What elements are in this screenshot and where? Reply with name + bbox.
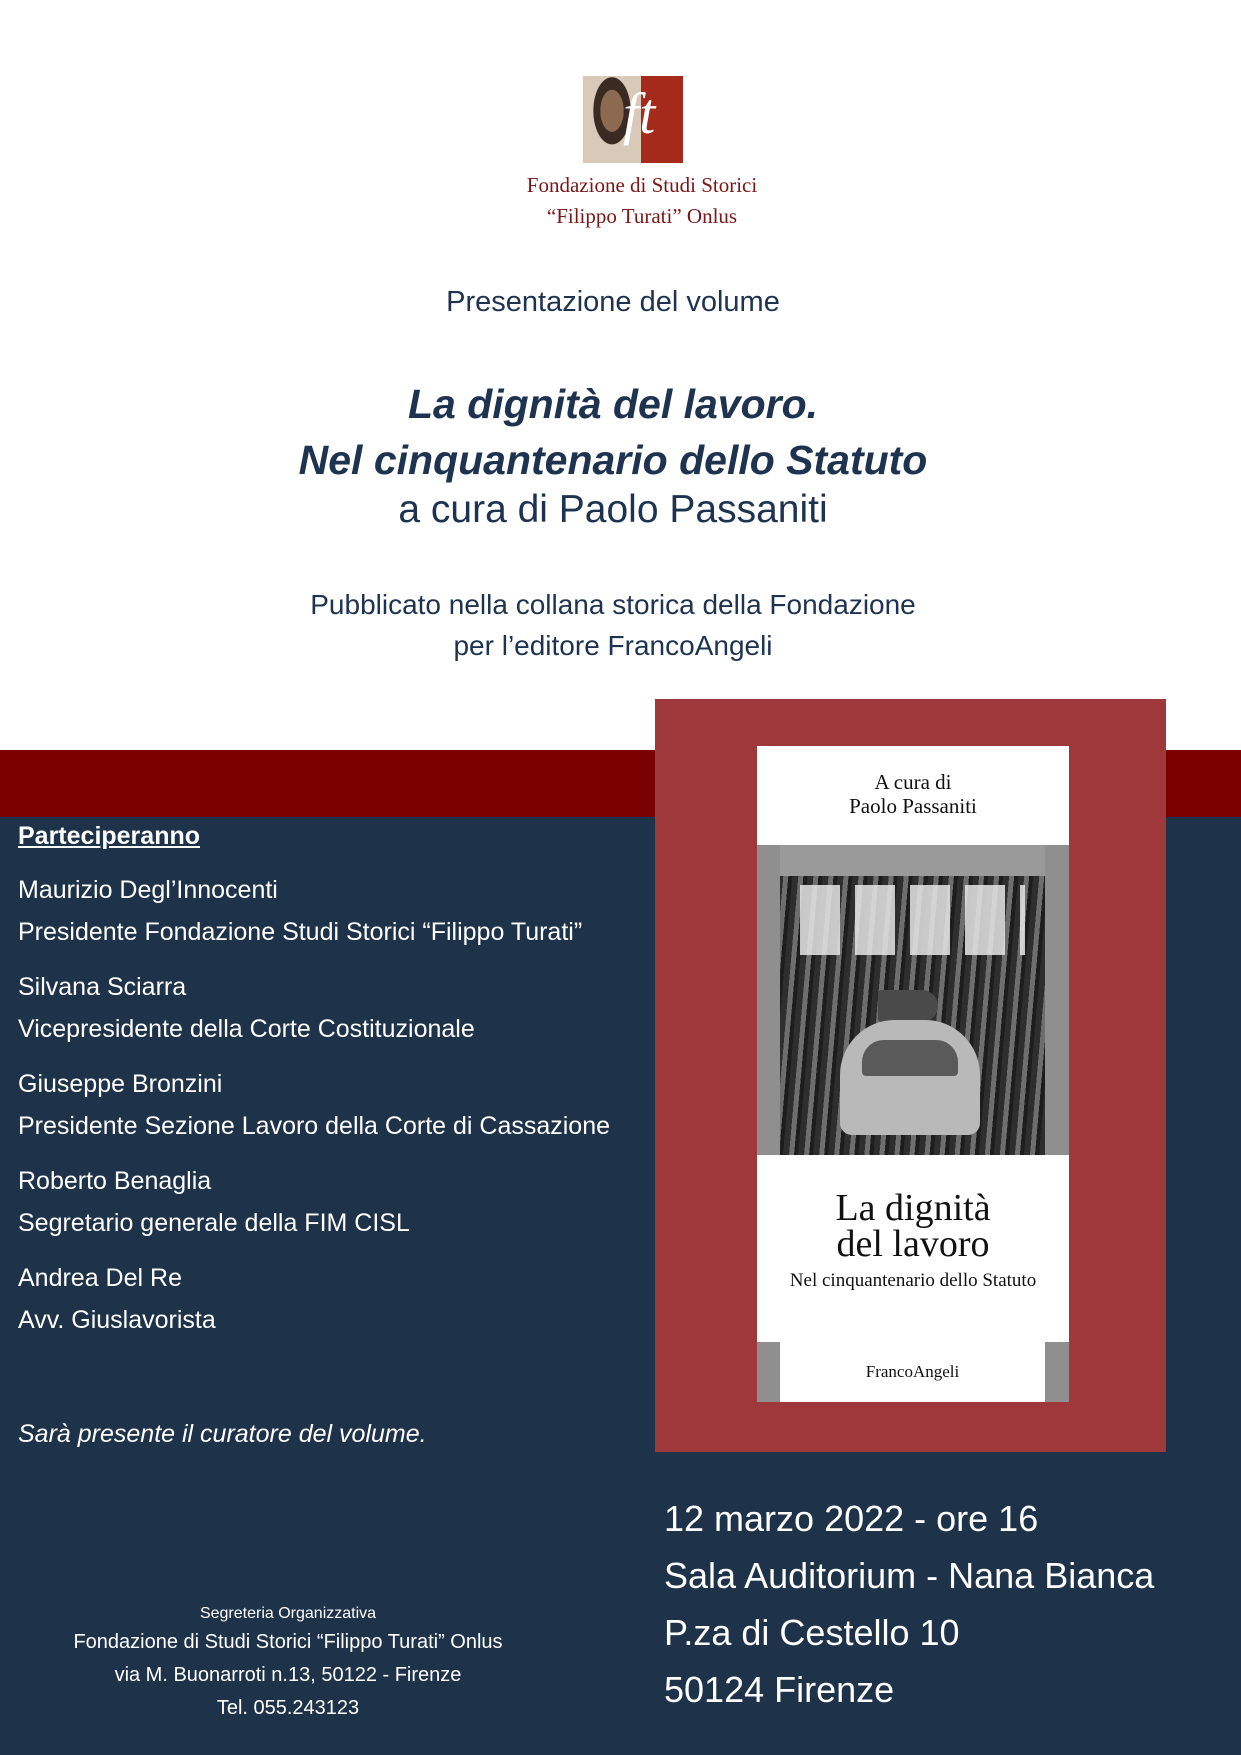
participant bbox=[18, 1063, 658, 1147]
secretariat-label: Segreteria Organizzativa bbox=[199, 1605, 377, 1622]
intro-text: Presentazione del volume bbox=[446, 286, 780, 318]
secretariat-info bbox=[38, 1602, 538, 1725]
participants-section bbox=[18, 822, 658, 1354]
book-title-line2: Nel cinquantenario dello Statuto bbox=[298, 437, 928, 483]
cover-publisher-strip bbox=[757, 1342, 1069, 1402]
protest-signs bbox=[800, 885, 1025, 955]
secretariat-org: Fondazione di Studi Storici “Filippo Turati” Onlus bbox=[73, 1631, 503, 1653]
megaphone bbox=[878, 990, 938, 1022]
cover-authors bbox=[757, 770, 1069, 818]
event-city: 50124 Firenze bbox=[664, 1669, 895, 1710]
participant bbox=[18, 1257, 658, 1341]
participant-role: Segretario generale della FIM CISL bbox=[18, 1209, 410, 1237]
participant-name: Silvana Sciarra bbox=[18, 973, 187, 1001]
participant-role: Avv. Giuslavorista bbox=[18, 1306, 216, 1334]
cover-photo-strip bbox=[757, 845, 1069, 1155]
book-title bbox=[0, 376, 1226, 488]
participant-name: Roberto Benaglia bbox=[18, 1167, 212, 1195]
book-cover bbox=[757, 746, 1069, 1402]
participant bbox=[18, 966, 658, 1050]
cover-authors-line1: A cura di bbox=[874, 770, 952, 794]
car bbox=[840, 1020, 980, 1135]
participant-role: Vicepresidente della Corte Costituzionale bbox=[18, 1015, 475, 1043]
org-name-line1: Fondazione di Studi Storici bbox=[526, 173, 758, 197]
publication-line1: Pubblicato nella collana storica della Fondazione bbox=[310, 589, 916, 620]
event-details bbox=[664, 1490, 1154, 1718]
secretariat-address: via M. Buonarroti n.13, 50122 - Firenze bbox=[114, 1664, 462, 1686]
participant-name: Maurizio Degl’Innocenti bbox=[18, 876, 278, 904]
event-venue: Sala Auditorium - Nana Bianca bbox=[664, 1555, 1155, 1596]
editor-line: a cura di Paolo Passaniti bbox=[398, 488, 828, 531]
logo-monogram: ft bbox=[623, 81, 656, 146]
participant bbox=[18, 869, 658, 953]
cover-publisher: FrancoAngeli bbox=[780, 1342, 1045, 1402]
secretariat-phone: Tel. 055.243123 bbox=[216, 1697, 360, 1719]
participant-name: Giuseppe Bronzini bbox=[18, 1070, 223, 1098]
publication-info bbox=[0, 584, 1226, 666]
participant bbox=[18, 1160, 658, 1244]
org-name-line2: “Filippo Turati” Onlus bbox=[546, 204, 738, 228]
cover-title-line1: La dignità bbox=[835, 1187, 991, 1229]
book-title-line1: La dignità del lavoro. bbox=[407, 381, 819, 427]
cover-title bbox=[757, 1187, 1069, 1265]
foundation-logo bbox=[583, 76, 683, 163]
cover-authors-line2: Paolo Passaniti bbox=[849, 794, 977, 818]
cover-title-line2: del lavoro bbox=[836, 1223, 990, 1265]
cover-subtitle: Nel cinquantenario dello Statuto bbox=[789, 1270, 1037, 1291]
publication-line2: per l’editore FrancoAngeli bbox=[453, 630, 773, 661]
participant-name: Andrea Del Re bbox=[18, 1264, 182, 1292]
event-address: P.za di Cestello 10 bbox=[664, 1612, 960, 1653]
event-date: 12 marzo 2022 - ore 16 bbox=[664, 1498, 1039, 1539]
participant-role: Presidente Fondazione Studi Storici “Filippo Turati” bbox=[18, 918, 583, 946]
participant-role: Presidente Sezione Lavoro della Corte di Cassazione bbox=[18, 1112, 611, 1140]
cover-photo bbox=[780, 845, 1045, 1155]
participants-heading: Parteciperanno bbox=[18, 822, 201, 850]
curator-note: Sarà presente il curatore del volume. bbox=[18, 1420, 427, 1448]
